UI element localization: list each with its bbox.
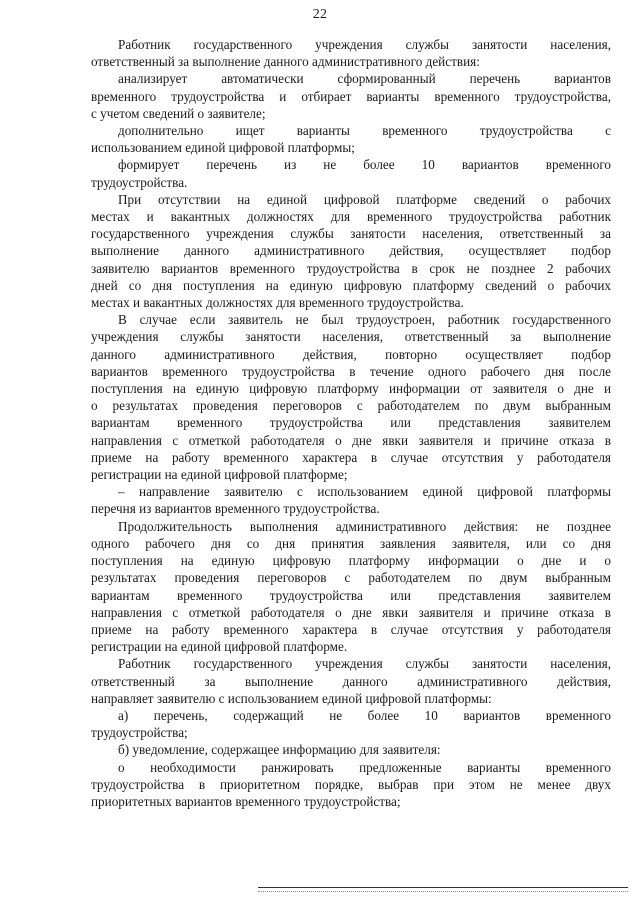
paragraph-text: выполнение данного административного действия, осуществляет подбор: [91, 243, 611, 259]
paragraph-text: заявителю вариантов временного трудоустройства в срок не позднее 2 рабочих: [91, 260, 611, 276]
paragraph-text: вариантам временного трудоустройства или представления заявителем: [91, 587, 611, 603]
paragraph-text: дополнительно ищет варианты временного трудоустройства с: [118, 123, 611, 139]
paragraph-text: При отсутствии на единой цифровой платформе сведений о рабочих: [118, 191, 611, 207]
paragraph-text: данного административного действия, повторно осуществляет подбор: [91, 346, 611, 362]
paragraph-text: о результатах проведения переговоров с работодателем по двум выбранным: [91, 398, 611, 414]
paragraph-text: Работник государственного учреждения службы занятости населения,: [118, 37, 611, 52]
paragraph-text: учреждения службы занятости населения, ответственный за выполнение: [91, 329, 611, 345]
paragraph-text: использованием единой цифровой платформы;: [91, 140, 355, 156]
paragraph-text: дней со дня поступления на единую цифровую платформу сведений о рабочих: [91, 277, 611, 293]
paragraph-text: направляет заявителю с использованием единой цифровой платформы:: [91, 690, 492, 706]
paragraph-text: поступления на единую цифровую платформу информации о дне и о: [91, 553, 611, 569]
paragraph-text: с учетом сведений о заявителе;: [91, 105, 266, 121]
paragraph-text: одного рабочего дня со дня принятия заявления заявителя, или со дня: [91, 535, 611, 551]
paragraph-text: ответственный за выполнение данного административного действия,: [91, 673, 611, 689]
paragraph-text: трудоустройства.: [91, 174, 188, 190]
paragraph-text: регистрации на единой цифровой платформе.: [91, 639, 348, 655]
paragraph-text: трудоустройства в приоритетном порядке, выбрав при этом не менее двух: [91, 776, 611, 792]
paragraph-text: анализирует автоматически сформированный перечень вариантов: [118, 71, 611, 87]
paragraph-text: перечня из вариантов временного трудоустройства.: [91, 501, 380, 517]
paragraph-text: местах и вакантных должностях для временного трудоустройства работник: [91, 209, 611, 225]
paragraph-text: поступления на единую цифровую платформу информации от заявителя о дне и: [91, 381, 611, 397]
paragraph-text: вариантам временного трудоустройства или представления заявителем: [91, 415, 611, 431]
paragraph-text: В случае если заявитель не был трудоустроен, работник государственного: [118, 312, 611, 328]
paragraph-text: местах и вакантных должностях для временного трудоустройства.: [91, 295, 464, 311]
paragraph-text: приоритетных вариантов временного трудоустройства;: [91, 793, 401, 809]
paragraph-text: Работник государственного учреждения службы занятости населения,: [118, 656, 611, 672]
paragraph-text: регистрации на единой цифровой платформе;: [91, 467, 348, 483]
bottom-divider-dotted: [258, 891, 628, 892]
paragraph-text: результатах проведения переговоров с работодателем по двум выбранным: [91, 570, 611, 586]
paragraph-text: приеме на работу временного характера в случае отсутствия у работодателя: [91, 621, 611, 637]
paragraph-text: – направление заявителю с использованием единой цифровой платформы: [118, 484, 611, 500]
paragraph-text: а) перечень, содержащий не более 10 вариантов временного: [118, 707, 611, 723]
paragraph-text: вариантов временного трудоустройства в течение одного рабочего дня после: [91, 363, 611, 379]
page-number: 22: [312, 7, 328, 22]
paragraph-text: б) уведомление, содержащее информацию для заявителя:: [118, 742, 441, 758]
paragraph-text: Продолжительность выполнения административного действия: не позднее: [118, 518, 611, 534]
bottom-divider: [258, 887, 628, 888]
paragraph-text: трудоустройства;: [91, 725, 188, 741]
paragraph-text: ответственный за выполнение данного административного действия:: [91, 54, 480, 70]
paragraph-text: приеме на работу временного характера в случае отсутствия у работодателя: [91, 449, 611, 465]
paragraph-text: государственного учреждения службы занятости населения, ответственный за: [91, 226, 611, 242]
paragraph-text: временного трудоустройства и отбирает варианты временного трудоустройства,: [91, 88, 611, 104]
paragraph-text: направления с отметкой работодателя о дне явки заявителя и причине отказа в: [91, 604, 611, 620]
paragraph-text: формирует перечень из не более 10 вариантов временного: [118, 157, 611, 173]
document-body: [91, 36, 611, 810]
paragraph-text: направления с отметкой работодателя о дне явки заявителя и причине отказа в: [91, 432, 611, 448]
paragraph-text: о необходимости ранжировать предложенные варианты временного: [118, 759, 611, 775]
